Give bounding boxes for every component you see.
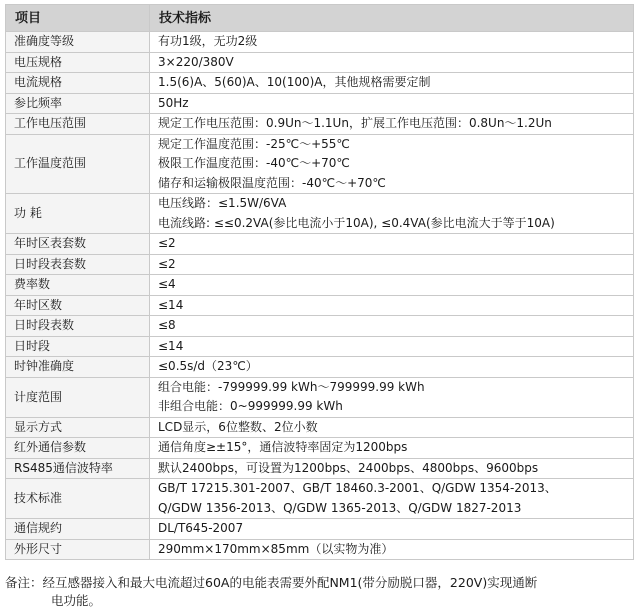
spec-value-line: 290mm×170mm×85mm（以实物为准）	[158, 541, 394, 556]
spec-value-line: 1.5(6)A、5(60)A、10(100)A，其他规格需要定制	[158, 75, 431, 89]
spec-value-line: LCD显示，6位整数、2位小数	[158, 419, 318, 434]
spec-label: 日时段表数	[6, 316, 150, 337]
spec-value-line: 默认2400bps，可设置为1200bps、2400bps、4800bps、9600bps	[158, 460, 539, 475]
spec-value-line: 电流线路: ≤≤0.2VA(参比电流小于10A), ≤0.4VA(参比电流大于等于10A)	[158, 215, 555, 230]
spec-value-line: 非组合电能：0~999999.99 kWh	[158, 399, 343, 413]
table-row	[6, 316, 634, 337]
table-row	[6, 73, 634, 94]
spec-value-line: ≤4	[158, 277, 176, 291]
spec-value-line: ≤0.5s/d（23℃）	[158, 359, 258, 373]
spec-value-line: ≤2	[158, 256, 176, 271]
spec-value	[150, 32, 634, 53]
table-row	[6, 275, 634, 296]
spec-value	[150, 479, 634, 519]
spec-value	[150, 438, 634, 459]
spec-value	[150, 93, 634, 114]
spec-value-line: 通信角度≥±15°，通信波特率固定为1200bps	[158, 440, 408, 454]
table-row	[6, 336, 634, 357]
table-row	[6, 93, 634, 114]
spec-label: 时钟准确度	[6, 357, 150, 378]
table-row	[6, 479, 634, 519]
table-row	[6, 52, 634, 73]
spec-value-line: DL/T645-2007	[158, 521, 244, 535]
table-row	[6, 134, 634, 194]
spec-value-line: ≤2	[158, 236, 176, 250]
spec-value	[150, 377, 634, 417]
spec-value	[150, 275, 634, 296]
table-row	[6, 194, 634, 234]
spec-value	[150, 295, 634, 316]
spec-value	[150, 114, 634, 135]
spec-value-line: ≤8	[158, 318, 176, 332]
footnote-line-1: 备注：经互感器接入和最大电流超过60A的电能表需要外配NM1(带分励脱口器，220V)实现通断	[5, 575, 538, 590]
spec-value	[150, 458, 634, 479]
spec-value	[150, 52, 634, 73]
spec-label: 工作电压范围	[6, 114, 150, 135]
table-row	[6, 32, 634, 53]
header-item: 项目	[6, 5, 150, 32]
spec-value-line: 组合电能：-799999.99 kWh～799999.99 kWh	[158, 379, 425, 394]
spec-label: RS485通信波特率	[6, 458, 150, 479]
spec-value	[150, 417, 634, 438]
spec-label: 技术标准	[6, 479, 150, 519]
spec-label: 准确度等级	[6, 32, 150, 53]
spec-label: 电压规格	[6, 52, 150, 73]
spec-label: 电流规格	[6, 73, 150, 94]
spec-value-line: Q/GDW 1356-2013、Q/GDW 1365-2013、Q/GDW 1827-2013	[158, 500, 522, 515]
spec-label: 功 耗	[6, 194, 150, 234]
table-row	[6, 377, 634, 417]
spec-value-line: 3×220/380V	[158, 54, 234, 69]
spec-table	[5, 4, 634, 560]
table-row	[6, 539, 634, 560]
spec-label: 外形尺寸	[6, 539, 150, 560]
spec-value-line: 规定工作电压范围：0.9Un～1.1Un，扩展工作电压范围：0.8Un～1.2Un	[158, 116, 552, 130]
table-row	[6, 519, 634, 540]
table-row	[6, 295, 634, 316]
spec-value-line: ≤14	[158, 338, 184, 353]
spec-value	[150, 336, 634, 357]
footnote	[5, 574, 634, 610]
spec-label: 参比频率	[6, 93, 150, 114]
spec-label: 通信规约	[6, 519, 150, 540]
spec-label: 费率数	[6, 275, 150, 296]
spec-value	[150, 234, 634, 255]
spec-label: 计度范围	[6, 377, 150, 417]
spec-value	[150, 316, 634, 337]
spec-value-line: GB/T 17215.301-2007、GB/T 18460.3-2001、Q/GDW 1354-2013、	[158, 481, 557, 495]
table-row	[6, 114, 634, 135]
spec-label: 工作温度范围	[6, 134, 150, 194]
spec-value	[150, 519, 634, 540]
spec-label: 红外通信参数	[6, 438, 150, 459]
spec-value	[150, 73, 634, 94]
spec-value	[150, 539, 634, 560]
spec-label: 日时段表套数	[6, 254, 150, 275]
spec-value	[150, 194, 634, 234]
spec-label: 日时段	[6, 336, 150, 357]
table-row	[6, 254, 634, 275]
spec-value-line: 有功1级，无功2级	[158, 34, 258, 48]
spec-value-line: 电压线路：≤1.5W/6VA	[158, 196, 287, 210]
header-spec: 技术指标	[150, 5, 634, 32]
table-row	[6, 438, 634, 459]
spec-label: 年时区表套数	[6, 234, 150, 255]
spec-value	[150, 357, 634, 378]
spec-label: 年时区数	[6, 295, 150, 316]
spec-value-line: 储存和运输极限温度范围：-40℃～+70℃	[158, 175, 386, 190]
spec-value-line: 50Hz	[158, 95, 189, 110]
table-row	[6, 417, 634, 438]
spec-value	[150, 134, 634, 194]
footnote-line-2: 电功能。	[51, 593, 102, 608]
table-row	[6, 234, 634, 255]
spec-value-line: 规定工作温度范围：-25℃～+55℃	[158, 136, 350, 151]
spec-label: 显示方式	[6, 417, 150, 438]
table-header-row	[6, 5, 634, 32]
spec-value	[150, 254, 634, 275]
table-row	[6, 357, 634, 378]
table-row	[6, 458, 634, 479]
spec-value-line: 极限工作温度范围：-40℃～+70℃	[158, 156, 350, 170]
spec-value-line: ≤14	[158, 297, 184, 312]
